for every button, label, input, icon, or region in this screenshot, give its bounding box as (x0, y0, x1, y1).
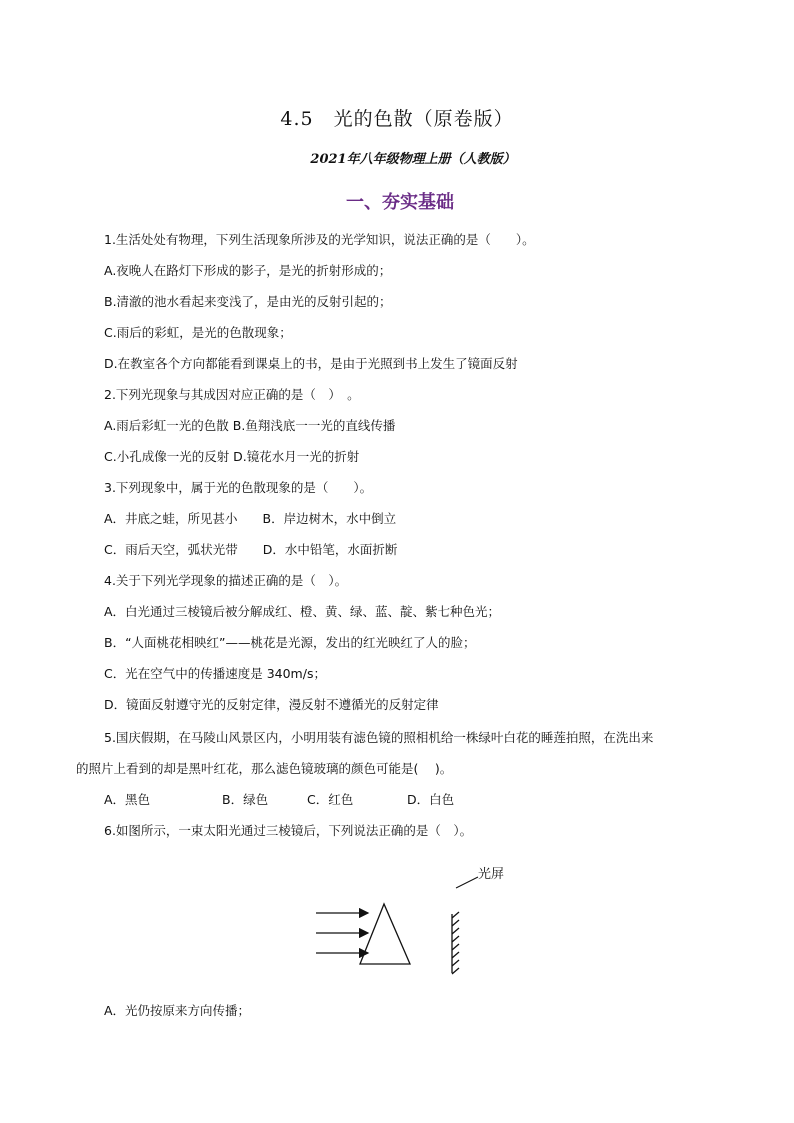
light-screen (452, 912, 459, 974)
q4-option-c: C．光在空气中的传播速度是 340m/s； (104, 666, 326, 681)
q5-stem: 5.国庆假期，在马陵山风景区内，小明用装有滤色镜的照相机给一株绿叶白花的睡莲拍照，在洗出来 (104, 730, 654, 745)
q1-option-a: A.夜晚人在路灯下形成的影子，是光的折射形成的； (104, 263, 392, 278)
prism-diagram (310, 860, 530, 980)
q4-stem: 4.关于下列光学现象的描述正确的是（ ）。 (104, 573, 348, 588)
q1-option-d: D.在教室各个方向都能看到课桌上的书，是由于光照到书上发生了镜面反射 (104, 356, 518, 371)
screen-label-leader (456, 877, 478, 888)
q2-stem: 2.下列光现象与其成因对应正确的是（ ） 。 (104, 387, 360, 402)
q3-options-cd: C．雨后天空，弧状光带 D．水中铅笔，水面折断 (104, 542, 398, 557)
q4-option-a: A．白光通过三棱镜后被分解成红、橙、黄、绿、蓝、靛、紫七种色光； (104, 604, 501, 619)
q1-option-c: C.雨后的彩虹，是光的色散现象； (104, 325, 292, 340)
q5-option-b: B．绿色 (222, 792, 269, 807)
q2-options-ab: A.雨后彩虹一光的色散 B.鱼翔浅底一一光的直线传播 (104, 418, 396, 433)
section-heading: 一、夯实基础 (346, 192, 454, 213)
q4-option-d: D．镜面反射遵守光的反射定律，漫反射不遵循光的反射定律 (104, 697, 439, 712)
q4-option-b: B．“人面桃花相映红”——桃花是光源，发出的红光映红了人的脸； (104, 635, 476, 650)
q5-option-a: A．黑色 (104, 792, 151, 807)
q5-option-c: C．红色 (307, 792, 354, 807)
q3-stem: 3.下列现象中，属于光的色散现象的是（ ）。 (104, 480, 373, 495)
document-title: 4.5 光的色散（原卷版） (280, 108, 514, 130)
screen-label: 光屏 (478, 867, 505, 882)
q1-option-b: B.清澈的池水看起来变浅了，是由光的反射引起的； (104, 294, 392, 309)
q5-option-d: D．白色 (407, 792, 455, 807)
q6-stem: 6.如图所示，一束太阳光通过三棱镜后，下列说法正确的是（ ）。 (104, 823, 473, 838)
q2-options-cd: C.小孔成像一光的反射 D.镜花水月一光的折射 (104, 449, 360, 464)
q5-options (104, 790, 454, 808)
q3-options-ab: A．井底之蛙，所见甚小 B．岸边树木，水中倒立 (104, 511, 397, 526)
q1-stem: 1.生活处处有物理，下列生活现象所涉及的光学知识，说法正确的是（ ）。 (104, 232, 535, 247)
q5-stem-continued: 的照片上看到的却是黑叶红花，那么滤色镜玻璃的颜色可能是( )。 (76, 761, 453, 776)
incident-light-rays (316, 913, 368, 953)
document-subtitle: 2021年八年级物理上册（人教版） (310, 152, 516, 167)
q6-option-a: A．光仍按原来方向传播； (104, 1003, 251, 1018)
